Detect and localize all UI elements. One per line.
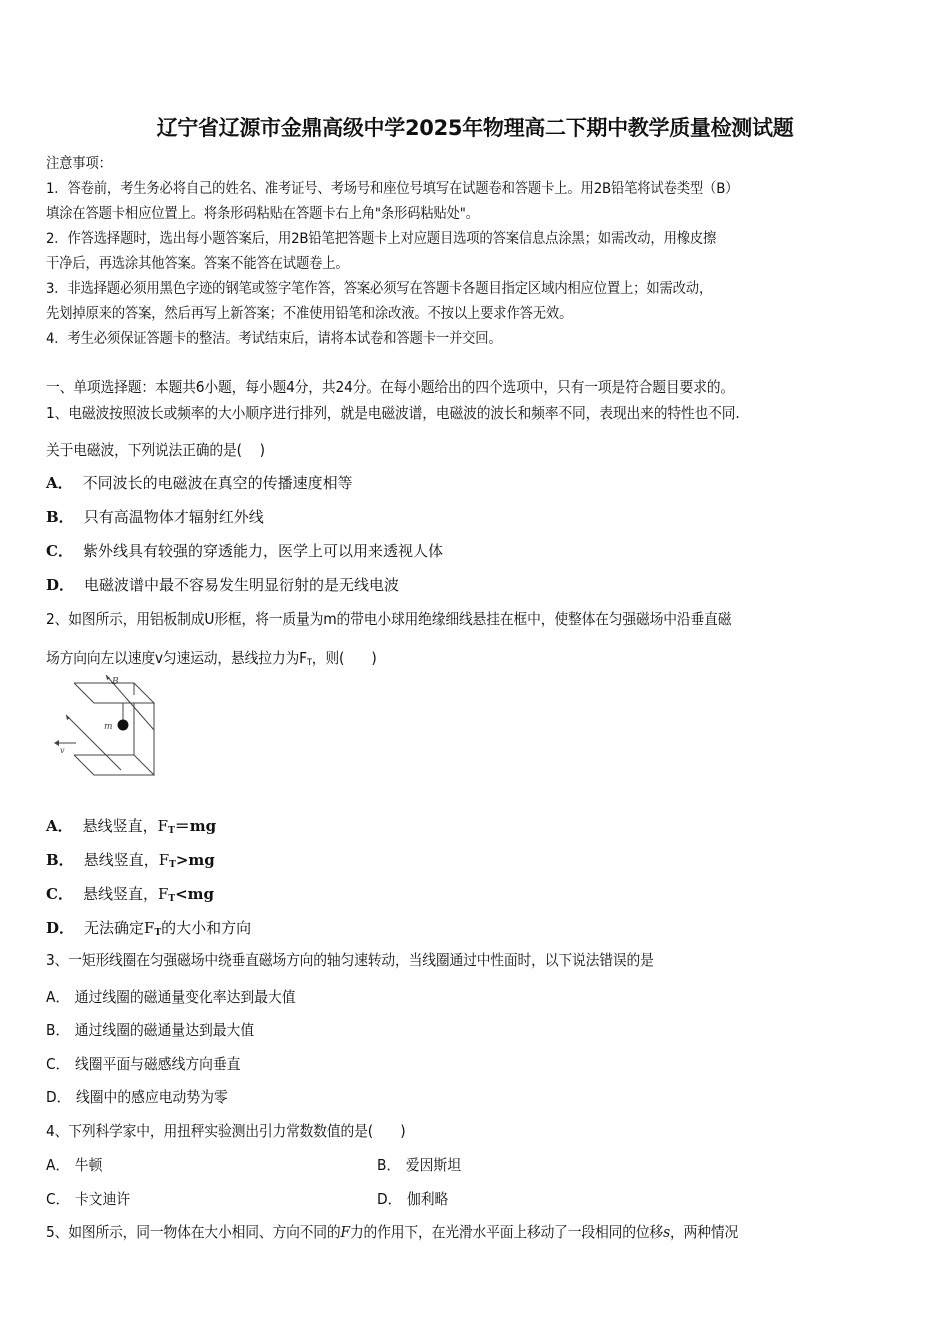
u-frame-diagram-icon — [46, 675, 161, 785]
question-1-stem-cont: 关于电磁波，下列说法正确的是( ) — [46, 441, 265, 459]
notes-heading: 注意事项： — [46, 156, 112, 172]
question-2-stem: 2、如图所示，用铝板制成U形框，将一质量为m的带电小球用绝缘细线悬挂在框中，使整体在匀强磁场中沿垂直磁 — [46, 610, 732, 628]
note-line: 3．非选择题必须用黑色字迹的钢笔或签字笔作答，答案必须写在答题卡各题目指定区域内相应位置上；如需改动， — [46, 281, 713, 297]
q4-option-d: D． 伽利略 — [377, 1190, 449, 1208]
note-line: 填涂在答题卡相应位置上。将条形码粘贴在答题卡右上角"条形码粘贴处"。 — [46, 206, 479, 222]
q3-option-c: C． 线圈平面与磁感线方向垂直 — [46, 1055, 241, 1073]
note-line: 2．作答选择题时，选出每小题答案后，用2B铅笔把答题卡上对应题目选项的答案信息点涂黑；如需改动，用橡皮擦 — [46, 231, 717, 247]
q4-option-c: C． 卡文迪许 — [46, 1190, 131, 1208]
q1-option-d: D． 电磁波谱中最不容易发生明显衍射的是无线电波 — [46, 576, 400, 594]
q1-option-a: A． 不同波长的电磁波在真空的传播速度相等 — [46, 474, 353, 492]
q3-option-b: B． 通过线圈的磁通量达到最大值 — [46, 1021, 255, 1039]
q1-option-c: C． 紫外线具有较强的穿透能力，医学上可以用来透视人体 — [46, 542, 443, 560]
svg-text:m: m — [104, 722, 113, 732]
q2-option-b: B． 悬线竖直，$F_T>mg$ — [46, 851, 215, 870]
note-line: 先划掉原来的答案，然后再写上新答案；不准使用铅笔和涂改液。不按以上要求作答无效。 — [46, 306, 573, 322]
q4-option-a: A． 牛顿 — [46, 1156, 103, 1174]
note-line: 干净后，再选涂其他答案。答案不能答在试题卷上。 — [46, 256, 349, 272]
svg-text:v: v — [60, 746, 65, 755]
note-line: 4．考生必须保证答题卡的整洁。考试结束后，请将本试卷和答题卡一并交回。 — [46, 331, 502, 347]
q2-option-c: C． 悬线竖直，$F_T<mg$ — [46, 885, 215, 904]
section-heading: 一、单项选择题：本题共6小题，每小题4分，共24分。在每小题给出的四个选项中，只有一项是符合题目要求的。 — [46, 378, 734, 396]
q2-option-d: D． 无法确定$F_T$的大小和方向 — [46, 919, 252, 938]
q1-option-b: B． 只有高温物体才辐射红外线 — [46, 508, 264, 526]
u-frame-figure — [46, 675, 161, 785]
question-4-stem: 4、下列科学家中，用扭秤实验测出引力常数数值的是( ) — [46, 1122, 406, 1140]
question-3-stem: 3、一矩形线圈在匀强磁场中绕垂直磁场方向的轴匀速转动，当线圈通过中性面时，以下说法错误的是 — [46, 951, 654, 969]
note-line: 1．答卷前，考生务必将自己的姓名、准考证号、考场号和座位号填写在试题卷和答题卡上。用2B铅笔将试卷类型（B） — [46, 181, 739, 197]
svg-text:B: B — [112, 677, 119, 687]
question-1-stem: 1、电磁波按照波长或频率的大小顺序进行排列，就是电磁波谱，电磁波的波长和频率不同，表现出来的特性也不同. — [46, 404, 740, 422]
q4-option-b: B． 爱因斯坦 — [377, 1156, 462, 1174]
q2-option-a: A． 悬线竖直，$F_T=mg$ — [46, 817, 217, 836]
q3-option-a: A． 通过线圈的磁通量变化率达到最大值 — [46, 988, 296, 1006]
document-title: 辽宁省辽源市金鼎高级中学2025年物理高二下期中教学质量检测试题 — [156, 116, 794, 140]
question-2-stem-cont: 场方向向左以速度v匀速运动，悬线拉力为$F_T$，则( ) — [46, 649, 377, 668]
question-5-stem: 5、如图所示，同一物体在大小相同、方向不同的F力的作用下，在光滑水平面上移动了一段相同的位移s，两种情况 — [46, 1223, 739, 1241]
q3-option-d: D． 线圈中的感应电动势为零 — [46, 1088, 228, 1106]
